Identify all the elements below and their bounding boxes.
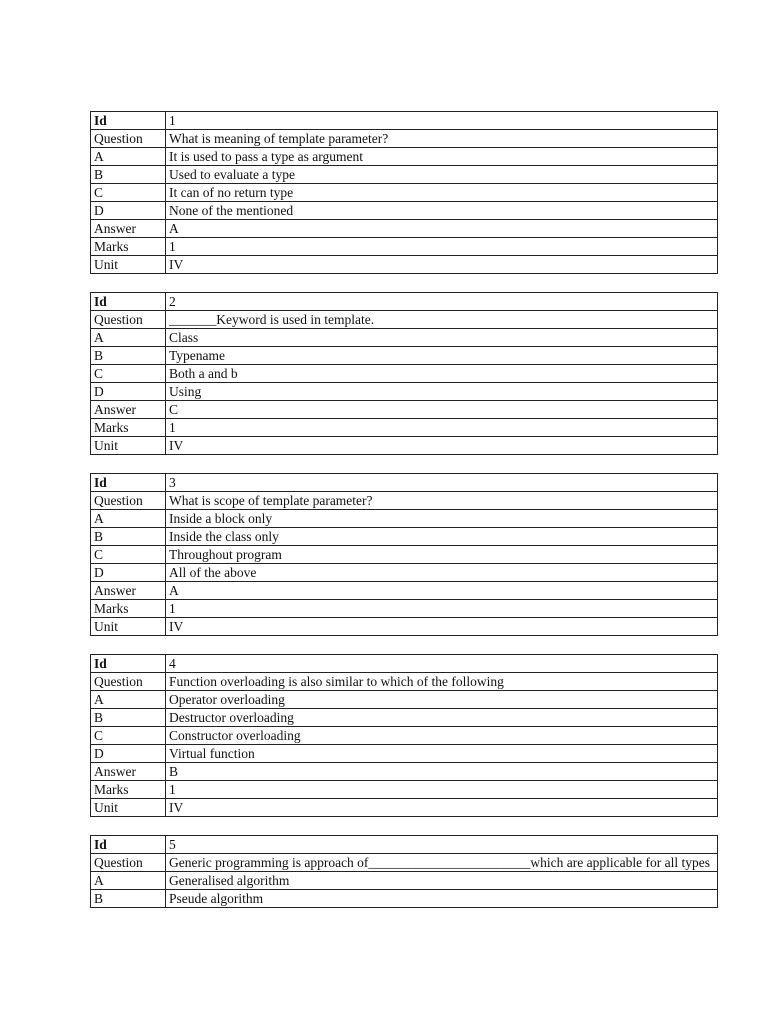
option-a-text: Class — [166, 329, 718, 347]
unit-row — [91, 618, 718, 636]
option-b-label: B — [91, 166, 166, 184]
unit-row — [91, 437, 718, 455]
id-value: 1 — [166, 112, 718, 130]
option-a-text: Generalised algorithm — [166, 872, 718, 890]
option-a-row — [91, 510, 718, 528]
question-text: Function overloading is also similar to which of the following — [166, 673, 718, 691]
option-d-row — [91, 383, 718, 401]
question-text: What is meaning of template parameter? — [166, 130, 718, 148]
option-b-text: Used to evaluate a type — [166, 166, 718, 184]
option-b-label: B — [91, 890, 166, 908]
answer-label: Answer — [91, 220, 166, 238]
option-d-label: D — [91, 383, 166, 401]
option-b-label: B — [91, 709, 166, 727]
option-a-row — [91, 329, 718, 347]
id-row — [91, 836, 718, 854]
id-label: Id — [91, 293, 166, 311]
id-value: 4 — [166, 655, 718, 673]
question-table-4 — [90, 654, 718, 817]
id-row — [91, 474, 718, 492]
question-table-1 — [90, 111, 718, 274]
option-a-label: A — [91, 148, 166, 166]
option-b-row — [91, 347, 718, 365]
option-c-text: Throughout program — [166, 546, 718, 564]
question-table-3 — [90, 473, 718, 636]
marks-row — [91, 419, 718, 437]
marks-value: 1 — [166, 238, 718, 256]
option-c-label: C — [91, 727, 166, 745]
option-b-row — [91, 166, 718, 184]
option-d-label: D — [91, 564, 166, 582]
marks-row — [91, 781, 718, 799]
option-a-text: It is used to pass a type as argument — [166, 148, 718, 166]
unit-value: IV — [166, 618, 718, 636]
option-b-row — [91, 890, 718, 908]
id-label: Id — [91, 474, 166, 492]
answer-value: C — [166, 401, 718, 419]
question-row — [91, 854, 718, 872]
option-b-text: Destructor overloading — [166, 709, 718, 727]
id-label: Id — [91, 112, 166, 130]
option-c-label: C — [91, 546, 166, 564]
option-b-text: Pseude algorithm — [166, 890, 718, 908]
marks-row — [91, 238, 718, 256]
question-text: Generic programming is approach of________________________which are applicable for all types — [166, 854, 718, 872]
option-b-row — [91, 528, 718, 546]
option-d-row — [91, 745, 718, 763]
answer-value: B — [166, 763, 718, 781]
option-b-text: Inside the class only — [166, 528, 718, 546]
question-label: Question — [91, 673, 166, 691]
option-b-text: Typename — [166, 347, 718, 365]
option-a-label: A — [91, 691, 166, 709]
option-c-label: C — [91, 184, 166, 202]
option-a-label: A — [91, 329, 166, 347]
answer-label: Answer — [91, 763, 166, 781]
option-c-row — [91, 184, 718, 202]
option-c-text: Both a and b — [166, 365, 718, 383]
option-a-row — [91, 872, 718, 890]
option-d-row — [91, 202, 718, 220]
option-b-label: B — [91, 347, 166, 365]
option-c-row — [91, 365, 718, 383]
answer-row — [91, 401, 718, 419]
question-text: What is scope of template parameter? — [166, 492, 718, 510]
answer-label: Answer — [91, 401, 166, 419]
unit-label: Unit — [91, 618, 166, 636]
id-value: 3 — [166, 474, 718, 492]
id-row — [91, 112, 718, 130]
question-table-2 — [90, 292, 718, 455]
option-a-label: A — [91, 510, 166, 528]
option-c-text: It can of no return type — [166, 184, 718, 202]
option-d-text: None of the mentioned — [166, 202, 718, 220]
option-c-row — [91, 546, 718, 564]
unit-value: IV — [166, 437, 718, 455]
question-text: _______Keyword is used in template. — [166, 311, 718, 329]
option-d-label: D — [91, 202, 166, 220]
unit-label: Unit — [91, 256, 166, 274]
question-row — [91, 311, 718, 329]
answer-label: Answer — [91, 582, 166, 600]
unit-value: IV — [166, 256, 718, 274]
option-a-label: A — [91, 872, 166, 890]
marks-label: Marks — [91, 781, 166, 799]
question-label: Question — [91, 130, 166, 148]
id-label: Id — [91, 836, 166, 854]
answer-value: A — [166, 582, 718, 600]
option-d-text: All of the above — [166, 564, 718, 582]
option-b-label: B — [91, 528, 166, 546]
marks-label: Marks — [91, 419, 166, 437]
id-value: 2 — [166, 293, 718, 311]
marks-value: 1 — [166, 781, 718, 799]
id-label: Id — [91, 655, 166, 673]
option-a-text: Operator overloading — [166, 691, 718, 709]
option-d-text: Using — [166, 383, 718, 401]
unit-row — [91, 799, 718, 817]
question-row — [91, 130, 718, 148]
question-label: Question — [91, 311, 166, 329]
marks-value: 1 — [166, 419, 718, 437]
option-c-row — [91, 727, 718, 745]
unit-row — [91, 256, 718, 274]
question-table-5 — [90, 835, 718, 908]
answer-row — [91, 220, 718, 238]
marks-label: Marks — [91, 238, 166, 256]
question-label: Question — [91, 854, 166, 872]
option-a-row — [91, 691, 718, 709]
id-row — [91, 293, 718, 311]
question-label: Question — [91, 492, 166, 510]
unit-label: Unit — [91, 437, 166, 455]
option-c-label: C — [91, 365, 166, 383]
question-row — [91, 673, 718, 691]
question-row — [91, 492, 718, 510]
marks-value: 1 — [166, 600, 718, 618]
marks-row — [91, 600, 718, 618]
answer-value: A — [166, 220, 718, 238]
option-d-label: D — [91, 745, 166, 763]
option-d-row — [91, 564, 718, 582]
option-d-text: Virtual function — [166, 745, 718, 763]
answer-row — [91, 582, 718, 600]
option-c-text: Constructor overloading — [166, 727, 718, 745]
marks-label: Marks — [91, 600, 166, 618]
unit-label: Unit — [91, 799, 166, 817]
id-value: 5 — [166, 836, 718, 854]
option-a-row — [91, 148, 718, 166]
option-b-row — [91, 709, 718, 727]
answer-row — [91, 763, 718, 781]
id-row — [91, 655, 718, 673]
unit-value: IV — [166, 799, 718, 817]
option-a-text: Inside a block only — [166, 510, 718, 528]
